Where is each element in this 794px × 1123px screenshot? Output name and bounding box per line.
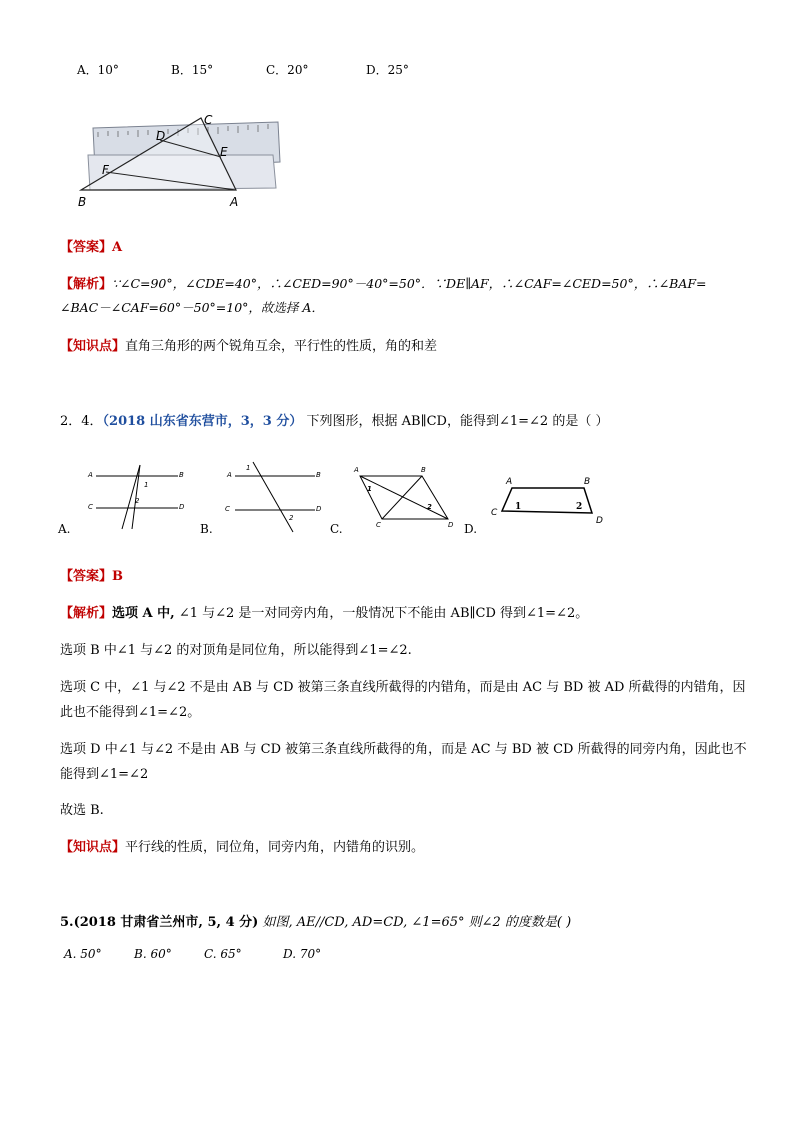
q5-question-row [60,911,571,930]
q1-analysis-tag: 【解析】 [60,277,113,292]
q5-question: 如图, AE//CD, AD=CD, ∠1=65° 则∠2 的度数是( ) [262,915,572,930]
q2c-label-b: B [421,466,426,474]
q2-analysis-d2: 能得到∠1=∠2 [60,767,149,782]
q1-label-f: F [102,163,109,177]
q2a-label-1: 1 [144,481,149,489]
q1-label-d: D [156,129,166,143]
q1-label-e: E [220,145,228,159]
q5-option-d: D. 70° [283,947,322,961]
q2-answer-row [60,565,123,584]
q2-figure-c [352,465,462,535]
q2-analysis-lead: 选项 A 中, [112,606,175,621]
q2-conclusion: 故选 B. [60,803,104,818]
q1-label-b: B [78,195,87,209]
q5-option-c: C. 65° [204,947,242,961]
q2-figure-b [223,462,333,532]
q2-knowledge: 平行线的性质，同位角，同旁内角，内错角的识别。 [125,840,425,855]
q1-knowledge-tag: 【知识点】 [60,339,126,354]
q2-figure-d [488,475,608,535]
q2-knowledge-tag: 【知识点】 [60,840,126,855]
q2d-label-b: B [584,477,591,487]
q5-option-b: B. 60° [134,947,172,961]
q2a-label-d: D [179,503,185,511]
q2-question-row [60,410,608,429]
q1-label-a: A [230,195,239,209]
q2d-label-c: C [491,508,498,518]
q2b-label-2: 2 [289,514,294,522]
q1-knowledge: 直角三角形的两个锐角互余，平行性的性质，角的和差 [125,339,438,354]
q2c-label-a: A [354,466,359,474]
q2-analysis-a: ∠1 与∠2 是一对同旁内角，一般情况下不能由 AB∥CD 得到∠1=∠2。 [178,606,589,621]
q2c-label-d: D [448,521,454,529]
q2c-label-1: 1 [367,485,372,493]
q2a-label-b: B [179,471,184,479]
q1-option-b: B．15° [171,63,214,77]
q2-option-c-label: C. [330,522,343,536]
q2-option-d-label: D. [464,522,478,536]
q2-option-a-label: A. [58,522,71,536]
q2-knowledge-row [60,836,424,855]
q2-analysis-b: 选项 B 中∠1 与∠2 的对顶角是同位角，所以能得到∠1=∠2. [60,643,412,658]
q1-option-a: A．10° [77,63,119,77]
q1-answer: A [112,240,123,255]
q2d-label-2: 2 [576,502,583,512]
q1-figure [78,110,288,210]
q1-answer-tag: 【答案】 [60,240,113,255]
q2a-label-a: A [88,471,93,479]
q2-analysis-d1: 选项 D 中∠1 与∠2 不是由 AB 与 CD 被第三条直线所截得的角，而是 AC 与 BD 被 CD 所截得的同旁内角，因此也不 [60,742,747,757]
q2b-label-1: 1 [246,464,251,472]
q1-analysis-line1: ∵∠C=90°，∠CDE=40°，∴∠CED=90°－40°=50°．∵DE∥AF，∴∠CAF=∠CED=50°，∴∠BAF= [112,276,707,291]
q1-analysis-row [60,273,707,292]
q2d-label-a: A [506,477,513,487]
q2-answer-tag: 【答案】 [60,569,113,584]
q1-option-d: D．25° [366,63,409,77]
q2-analysis-tag: 【解析】 [60,606,113,621]
q2-option-b-label: B. [200,522,213,536]
q2-question: 下列图形，根据 AB∥CD，能得到∠1=∠2 的是（ ） [306,414,609,429]
q2d-label-d: D [596,516,603,526]
q2c-label-2: 2 [427,503,432,511]
q2d-label-1: 1 [515,502,522,512]
q2-answer: B [112,569,124,584]
q2-analysis-c2: 此也不能得到∠1=∠2。 [60,705,201,720]
q2-analysis-row [60,602,588,621]
q5-source: (2018 甘肃省兰州市, 5, 4 分) [73,915,259,930]
q1-label-c: C [204,113,213,127]
q2-prefix: 2．4． [60,414,103,429]
q2a-label-c: C [88,503,93,511]
q2-analysis-c1: 选项 C 中，∠1 与∠2 不是由 AB 与 CD 被第三条直线所截得的内错角，而是由 AC 与 BD 被 AD 所截得的内错角，因 [60,680,746,695]
q1-answer-row [60,236,122,255]
q5-prefix: 5. [60,915,74,930]
q2b-label-a: A [227,471,232,479]
q2-source: （2018 山东省东营市，3，3 分） [102,414,303,429]
q2b-label-d: D [316,505,322,513]
q2-figure-a [86,465,196,535]
q5-option-a: A. 50° [64,947,102,961]
q2a-label-2: 2 [135,497,140,505]
q1-analysis-line2: ∠BAC－∠CAF=60°－50°=10°，故选择 A． [60,300,324,315]
q1-knowledge-row [60,335,437,354]
q1-option-c: C．20° [266,63,309,77]
q2b-label-b: B [316,471,321,479]
q2b-label-c: C [225,505,230,513]
q2c-label-c: C [376,521,381,529]
